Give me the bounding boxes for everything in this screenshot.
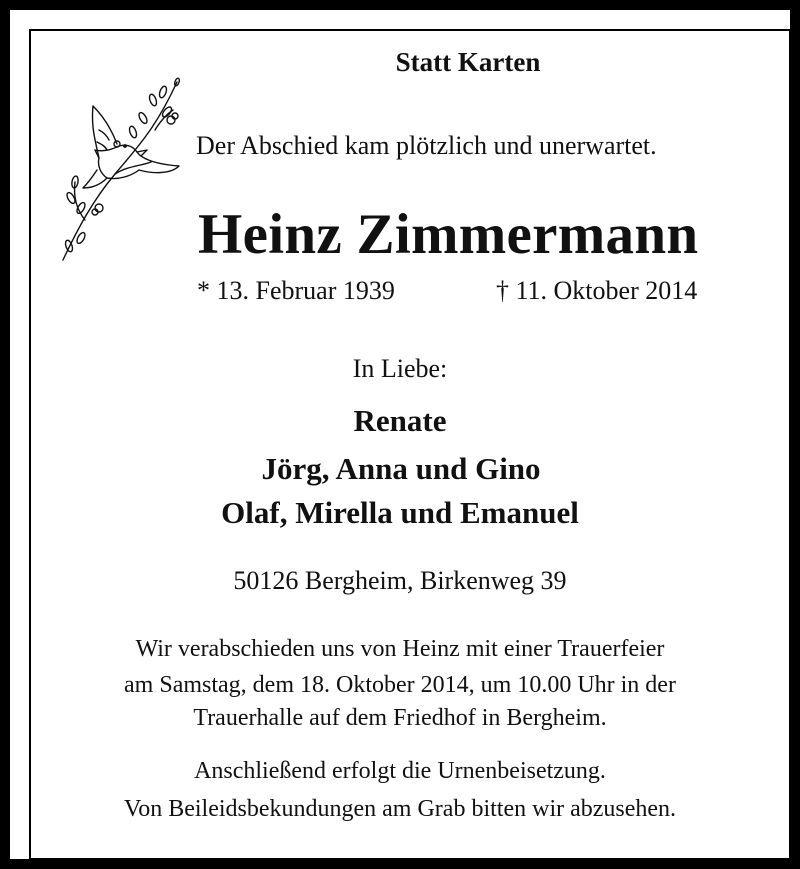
header-statt-karten: Statt Karten: [395, 47, 541, 77]
family-line: Renate: [353, 403, 447, 438]
ceremony-line: am Samstag, dem 18. Oktober 2014, um 10.00 Uhr in der: [124, 672, 676, 698]
family-line: Jörg, Anna und Gino: [261, 451, 541, 486]
ceremony-line: Trauerhalle auf dem Friedhof in Bergheim.: [193, 705, 607, 731]
urn-burial-note: Anschließend erfolgt die Urnenbeisetzung.: [194, 758, 606, 784]
birth-date: * 13. Februar 1939: [197, 276, 395, 305]
dove-with-branch-icon: [55, 70, 200, 270]
ceremony-line: Wir verabschieden uns von Heinz mit einer Trauerfeier: [135, 636, 665, 662]
in-love-label: In Liebe:: [352, 354, 448, 383]
condolences-note: Von Beileidsbekundungen am Grab bitten wir abzusehen.: [123, 796, 677, 822]
death-date: † 11. Oktober 2014: [496, 276, 698, 305]
family-line: Olaf, Mirella und Emanuel: [221, 495, 579, 530]
deceased-name: Heinz Zimmermann: [198, 203, 699, 266]
address: 50126 Bergheim, Birkenweg 39: [233, 566, 567, 595]
intro-text: Der Abschied kam plötzlich und unerwartet.: [196, 131, 657, 160]
